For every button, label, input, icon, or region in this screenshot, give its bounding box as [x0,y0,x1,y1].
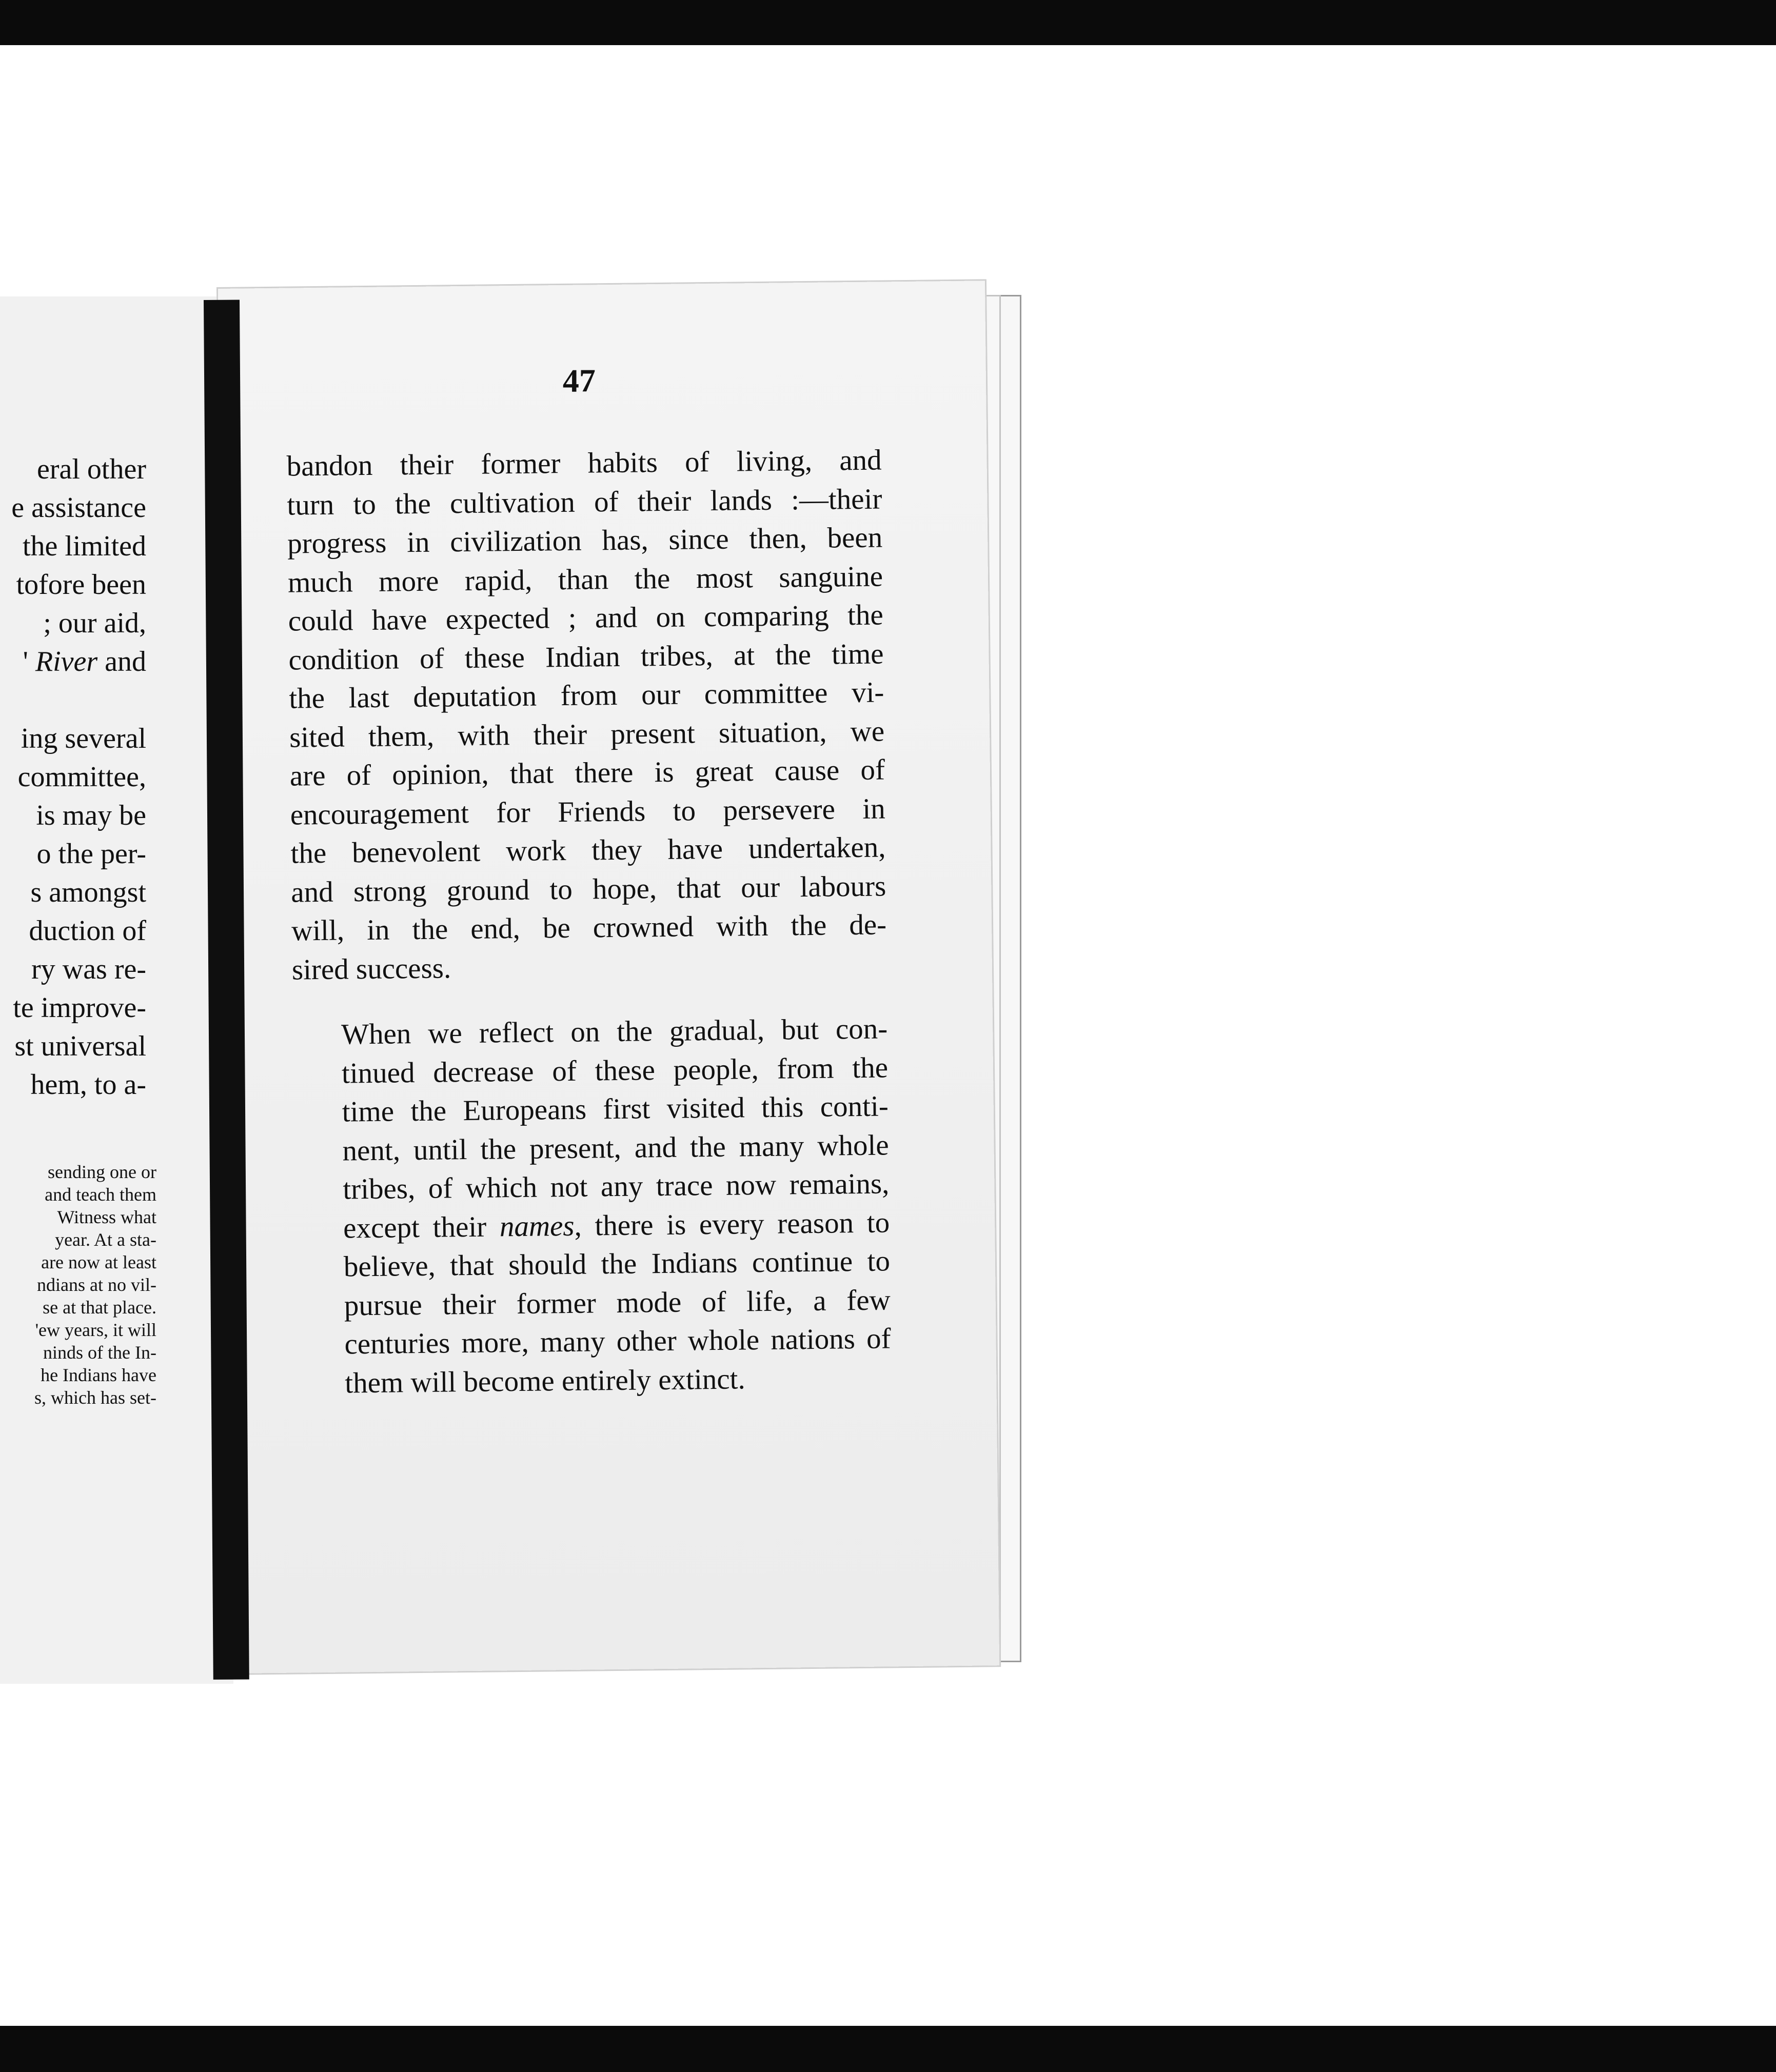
text-line: encouragement for Friends to persevere in [290,792,886,831]
text-line: When we reflect on the gradual, but con- [341,1012,888,1051]
footnote-line: are now at least [41,1252,156,1272]
text-line: sired success. [291,951,451,986]
footnote-line: year. At a sta- [55,1229,156,1250]
river-italic: River [35,646,98,678]
scan-border-top [0,0,1776,45]
paragraph-2 [292,1009,892,1403]
text-line-names [294,1203,890,1248]
left-line: s amongst [30,876,146,908]
left-line: the limited [22,530,146,562]
text-line: time the Europeans first visited this conti- [342,1090,889,1128]
page-body [286,441,891,1403]
text-line: tinued decrease of these people, from the [341,1051,889,1090]
right-page [218,281,999,1673]
left-line: ry was re- [31,953,146,985]
text-line: condition of these Indian tribes, at the time [288,637,884,676]
footnote-line: he Indians have [41,1365,156,1385]
left-page-footnote [34,1161,156,1409]
left-line: committee, [17,761,146,793]
text-line: turn to the cultivation of their lands :—their [287,482,882,522]
left-line: hem, to a- [30,1069,146,1101]
left-line-prefix: ' [23,646,35,678]
text-line: sited them, with their present situation, we [289,714,885,754]
left-line-suffix: and [97,646,146,678]
left-line: te improve- [13,992,146,1024]
footnote-line: 'ew years, it will [35,1320,156,1340]
left-line: st universal [14,1030,146,1062]
left-line: duction of [29,915,146,947]
left-line: is may be [36,800,146,831]
page-number: 47 [562,362,596,399]
footnote-line: sending one or [48,1162,156,1182]
text-line: nent, until the present, and the many whole [342,1128,889,1167]
left-line: o the per- [36,838,146,870]
left-line: tofore been [16,569,146,601]
text-line: tribes, of which not any trace now remains, [343,1167,890,1206]
text-line: believe, that should the Indians continue to [343,1245,891,1283]
names-line-suffix: , there is every reason to [574,1206,890,1242]
names-italic: names [499,1209,575,1243]
text-line: and strong ground to hope, that our labours [290,869,886,909]
left-line-river [11,643,146,681]
text-line: progress in civilization has, since then, been [287,521,883,560]
text-line: centuries more, many other whole nations of [344,1322,891,1361]
text-line: much more rapid, than the most sanguine [287,560,883,599]
text-line: pursue their former mode of life, a few [344,1283,891,1322]
text-line: could have expected ; and on comparing the [288,599,884,637]
text-line: the last deputation from our committee vi- [289,676,884,715]
paragraph-1 [286,441,887,989]
text-line: the benevolent work they have undertaken, [290,831,886,870]
footnote-line: se at that place. [43,1297,156,1318]
left-line: eral other [37,453,146,485]
names-line-prefix: except their [343,1210,500,1245]
left-line: ing several [21,723,146,754]
left-line: e assistance [11,492,146,524]
footnote-line: Witness what [57,1207,156,1227]
left-line-blank [11,681,146,720]
left-page-text [11,450,146,1104]
footnote-line: s, which has set- [34,1387,156,1408]
text-line: will, in the end, be crowned with the de- [291,908,887,947]
footnote-line: ndians at no vil- [37,1274,156,1295]
footnote-line: ninds of the In- [43,1342,156,1363]
footnote-line: and teach them [45,1184,156,1205]
text-line: them will become entirely extinct. [345,1362,745,1400]
left-page [0,296,233,1684]
text-line: are of opinion, that there is great cause of [289,753,885,792]
left-line: ; our aid, [43,607,146,639]
text-line: bandon their former habits of living, and [286,444,882,483]
scan-border-bottom [0,2026,1776,2072]
